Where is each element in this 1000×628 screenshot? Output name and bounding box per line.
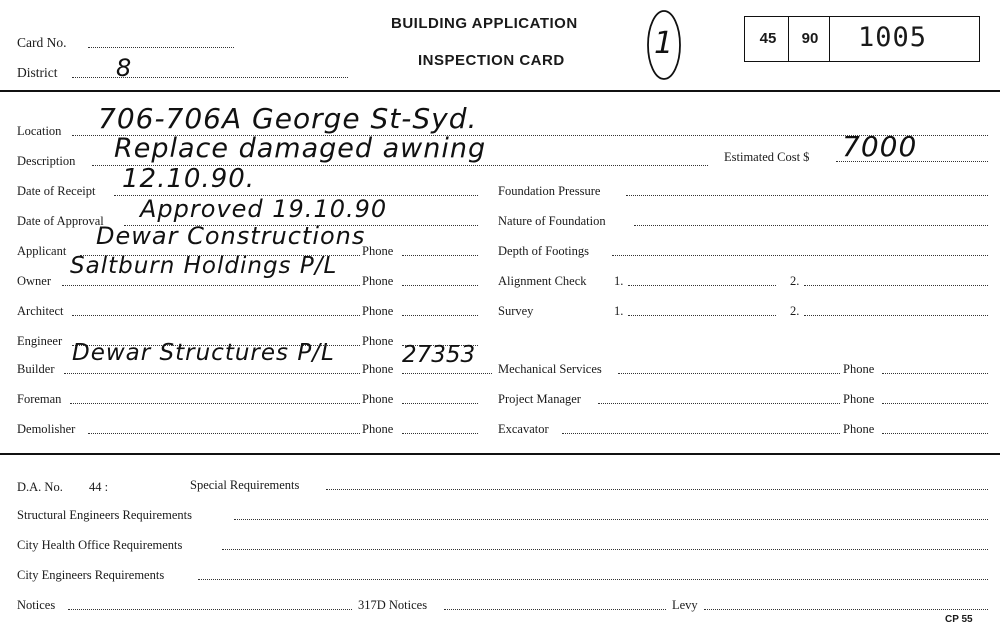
estimated-cost-value: 7000	[842, 130, 918, 163]
foundation-pressure-line	[626, 195, 988, 196]
ref-box-1: 45	[759, 30, 777, 47]
location-value: 706-706A George St-Syd.	[98, 102, 478, 135]
excavator-label: Excavator	[498, 422, 549, 436]
notices-317d-label: 317D Notices	[358, 598, 428, 612]
project-manager-phone-line	[882, 403, 988, 404]
mechanical-services-label: Mechanical Services	[498, 362, 602, 376]
architect-line	[72, 315, 360, 316]
da-no-value: 44 :	[89, 480, 109, 494]
district-label: District	[17, 65, 58, 80]
builder-phone-label: Phone	[362, 362, 394, 376]
date-of-approval-label: Date of Approval	[17, 214, 104, 228]
city-engineers-label: City Engineers Requirements	[17, 568, 165, 582]
city-health-label: City Health Office Requirements	[17, 538, 183, 552]
applicant-label: Applicant	[17, 244, 67, 258]
depth-of-footings-line	[612, 255, 988, 256]
demolisher-phone-line	[402, 433, 478, 434]
foreman-phone-label: Phone	[362, 392, 394, 406]
city-engineers-line	[198, 579, 988, 580]
ref-box-2: 90	[801, 30, 819, 47]
mechanical-phone-label: Phone	[843, 362, 875, 376]
date-of-receipt-value: 12.10.90.	[122, 164, 256, 194]
description-label: Description	[17, 154, 76, 168]
description-value: Replace damaged awning	[114, 133, 487, 164]
project-manager-line	[598, 403, 840, 404]
alignment-check-label: Alignment Check	[498, 274, 587, 288]
levy-line	[704, 609, 988, 610]
alignment-line-2	[804, 285, 988, 286]
nature-of-foundation-label: Nature of Foundation	[498, 214, 606, 228]
mechanical-services-line	[618, 373, 840, 374]
special-requirements-label: Special Requirements	[190, 478, 300, 492]
city-health-line	[222, 549, 988, 550]
special-requirements-line	[326, 489, 988, 490]
alignment-num-1: 1.	[614, 274, 624, 288]
footer-divider	[0, 453, 1000, 455]
box-divider-1	[788, 17, 789, 61]
foreman-phone-line	[402, 403, 478, 404]
survey-line-1	[628, 315, 776, 316]
architect-label: Architect	[17, 304, 64, 318]
form-code: CP 55	[945, 614, 973, 625]
applicant-phone-line	[402, 255, 478, 256]
card-no-line	[88, 47, 234, 48]
excavator-phone-label: Phone	[843, 422, 875, 436]
alignment-line-1	[628, 285, 776, 286]
builder-phone-value: 27353	[402, 342, 476, 368]
date-of-approval-value: Approved 19.10.90	[140, 195, 388, 223]
foreman-line	[70, 403, 360, 404]
district-line	[72, 77, 348, 78]
project-manager-phone-label: Phone	[843, 392, 875, 406]
owner-phone-label: Phone	[362, 274, 394, 288]
ref-box-3: 1005	[858, 22, 928, 53]
notices-317d-line	[444, 609, 666, 610]
structural-engineers-label: Structural Engineers Requirements	[17, 508, 192, 522]
excavator-phone-line	[882, 433, 988, 434]
da-no-label: D.A. No.	[17, 480, 63, 494]
title-line-1: BUILDING APPLICATION	[391, 15, 578, 32]
depth-of-footings-label: Depth of Footings	[498, 244, 589, 258]
foreman-label: Foreman	[17, 392, 62, 406]
notices-line	[68, 609, 352, 610]
owner-phone-line	[402, 285, 478, 286]
header-divider	[0, 90, 1000, 92]
circled-number: 1	[654, 26, 674, 61]
applicant-value: Dewar Constructions	[96, 222, 366, 250]
card-no-label: Card No.	[17, 35, 67, 50]
builder-label: Builder	[17, 362, 55, 376]
foundation-pressure-label: Foundation Pressure	[498, 184, 601, 198]
levy-label: Levy	[672, 598, 698, 612]
structural-engineers-line	[234, 519, 988, 520]
engineer-phone-label: Phone	[362, 334, 394, 348]
title-line-2: INSPECTION CARD	[418, 52, 565, 69]
survey-num-1: 1.	[614, 304, 624, 318]
owner-value: Saltburn Holdings P/L	[70, 253, 338, 279]
owner-line	[62, 285, 360, 286]
date-of-receipt-label: Date of Receipt	[17, 184, 96, 198]
alignment-num-2: 2.	[790, 274, 800, 288]
owner-label: Owner	[17, 274, 52, 288]
builder-phone-line	[402, 373, 492, 374]
survey-label: Survey	[498, 304, 534, 318]
district-value: 8	[116, 54, 133, 82]
demolisher-line	[88, 433, 360, 434]
excavator-line	[562, 433, 840, 434]
survey-line-2	[804, 315, 988, 316]
mechanical-phone-line	[882, 373, 988, 374]
engineer-label: Engineer	[17, 334, 63, 348]
architect-phone-line	[402, 315, 478, 316]
builder-line	[64, 373, 360, 374]
builder-value: Dewar Structures P/L	[72, 340, 335, 366]
architect-phone-label: Phone	[362, 304, 394, 318]
nature-of-foundation-line	[634, 225, 988, 226]
location-label: Location	[17, 124, 62, 138]
project-manager-label: Project Manager	[498, 392, 581, 406]
demolisher-phone-label: Phone	[362, 422, 394, 436]
notices-label: Notices	[17, 598, 56, 612]
survey-num-2: 2.	[790, 304, 800, 318]
applicant-phone-label: Phone	[362, 244, 394, 258]
demolisher-label: Demolisher	[17, 422, 76, 436]
estimated-cost-label: Estimated Cost $	[724, 150, 810, 164]
